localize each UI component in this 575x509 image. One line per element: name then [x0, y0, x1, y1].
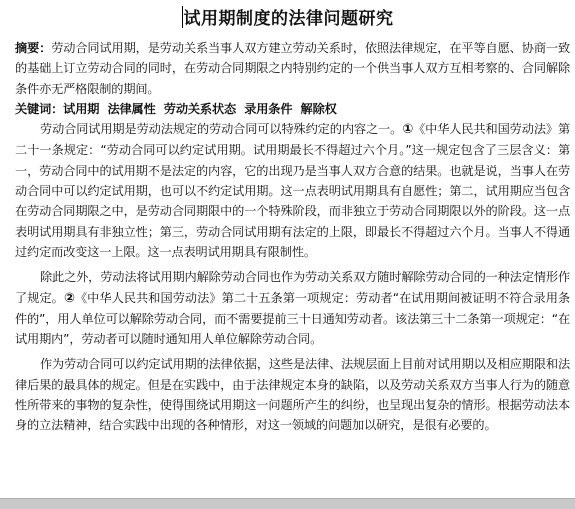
document-title: 试用期制度的法律问题研究: [183, 9, 394, 29]
abstract-text: 劳动合同试用期，是劳动关系当事人双方建立劳动关系时，依照法律规定，在平等自愿、协商一致的基础上订立劳动合同的同时，在劳动合同期限之内特别约定的一个供当事人双方互相考察的、合同解除条件亦无严格限制的期间。: [15, 41, 570, 96]
body-paragraph-2: [15, 267, 570, 349]
footnote-marker-2: ②: [63, 290, 75, 306]
window-bottom-strip: [0, 498, 575, 509]
text-cursor: [182, 6, 183, 28]
abstract-label: 摘要：: [15, 41, 52, 55]
paragraph-2-text-b: 《中华人民共和国劳动法》第二十五条第一项规定：劳动者“在试用期间被证明不符合录用条件的”，用人单位可以解除劳动合同，而不需要提前三十日通知劳动者。该法第三十二条第一项规定：“在试用期内”，劳动者可以随时通知用人单位解除劳动合同。: [15, 290, 570, 347]
document-body: [15, 38, 570, 436]
title-row: [0, 4, 575, 34]
paragraph-2-text-a: 除此之外，劳动法将试用期内解除劳动合同也作为劳动关系双方随时解除劳动合同的一种法定情形作了规定。: [15, 270, 570, 305]
paragraph-1-text-b: 《中华人民共和国劳动法》第二十一条规定：“劳动合同可以约定试用期。试用期最长不得超过六个月。”这一规定包含了三层含义：第一，劳动合同中的试用期不是法定的内容，它的出现乃是当事人双方合意的结果。也就是说，当事人在劳动合同中可以约定试用期，也可以不约定试用期。这一点表明试用期具有自愿性；第二，试用期应当包含在劳动合同期限之中，是劳动合同期限中的一个特殊阶段，而非独立于劳动合同期限以外的阶段。这一点表明试用期具有非独立性；第三，劳动合同试用期有法定的上限，即最长不得超过六个月。当事人不得通过约定而改变这一上限。这一点表明试用期具有限制性。: [15, 122, 571, 259]
paragraph-1-text-a: 劳动合同试用期是劳动法规定的劳动合同可以特殊约定的内容之一。: [40, 122, 403, 137]
keywords-label: 关键词：: [15, 101, 64, 116]
abstract-paragraph: [15, 38, 570, 99]
body-paragraph-3: [15, 354, 570, 435]
body-paragraph-1: [15, 119, 570, 262]
keywords-text: 试用期 法律属性 劳动关系状态 录用条件 解除权: [63, 101, 337, 116]
footnote-marker-1: ①: [402, 122, 414, 138]
keywords-line: [15, 99, 570, 119]
paragraph-3-text: 作为劳动合同可以约定试用期的法律依据，这些是法律、法规层面上目前对试用期以及相应期限和法律后果的最具体的规定。但是在实践中，由于法律规定本身的缺陷，以及劳动关系双方当事人行为的随意性所带来的事物的复杂性，使得围绕试用期这一问题所产生的纠纷，也呈现出复杂的情形。根据劳动法本身的立法精神，结合实践中出现的各种情形，对这一领域的问题加以研究，是很有必要的。: [15, 357, 570, 433]
